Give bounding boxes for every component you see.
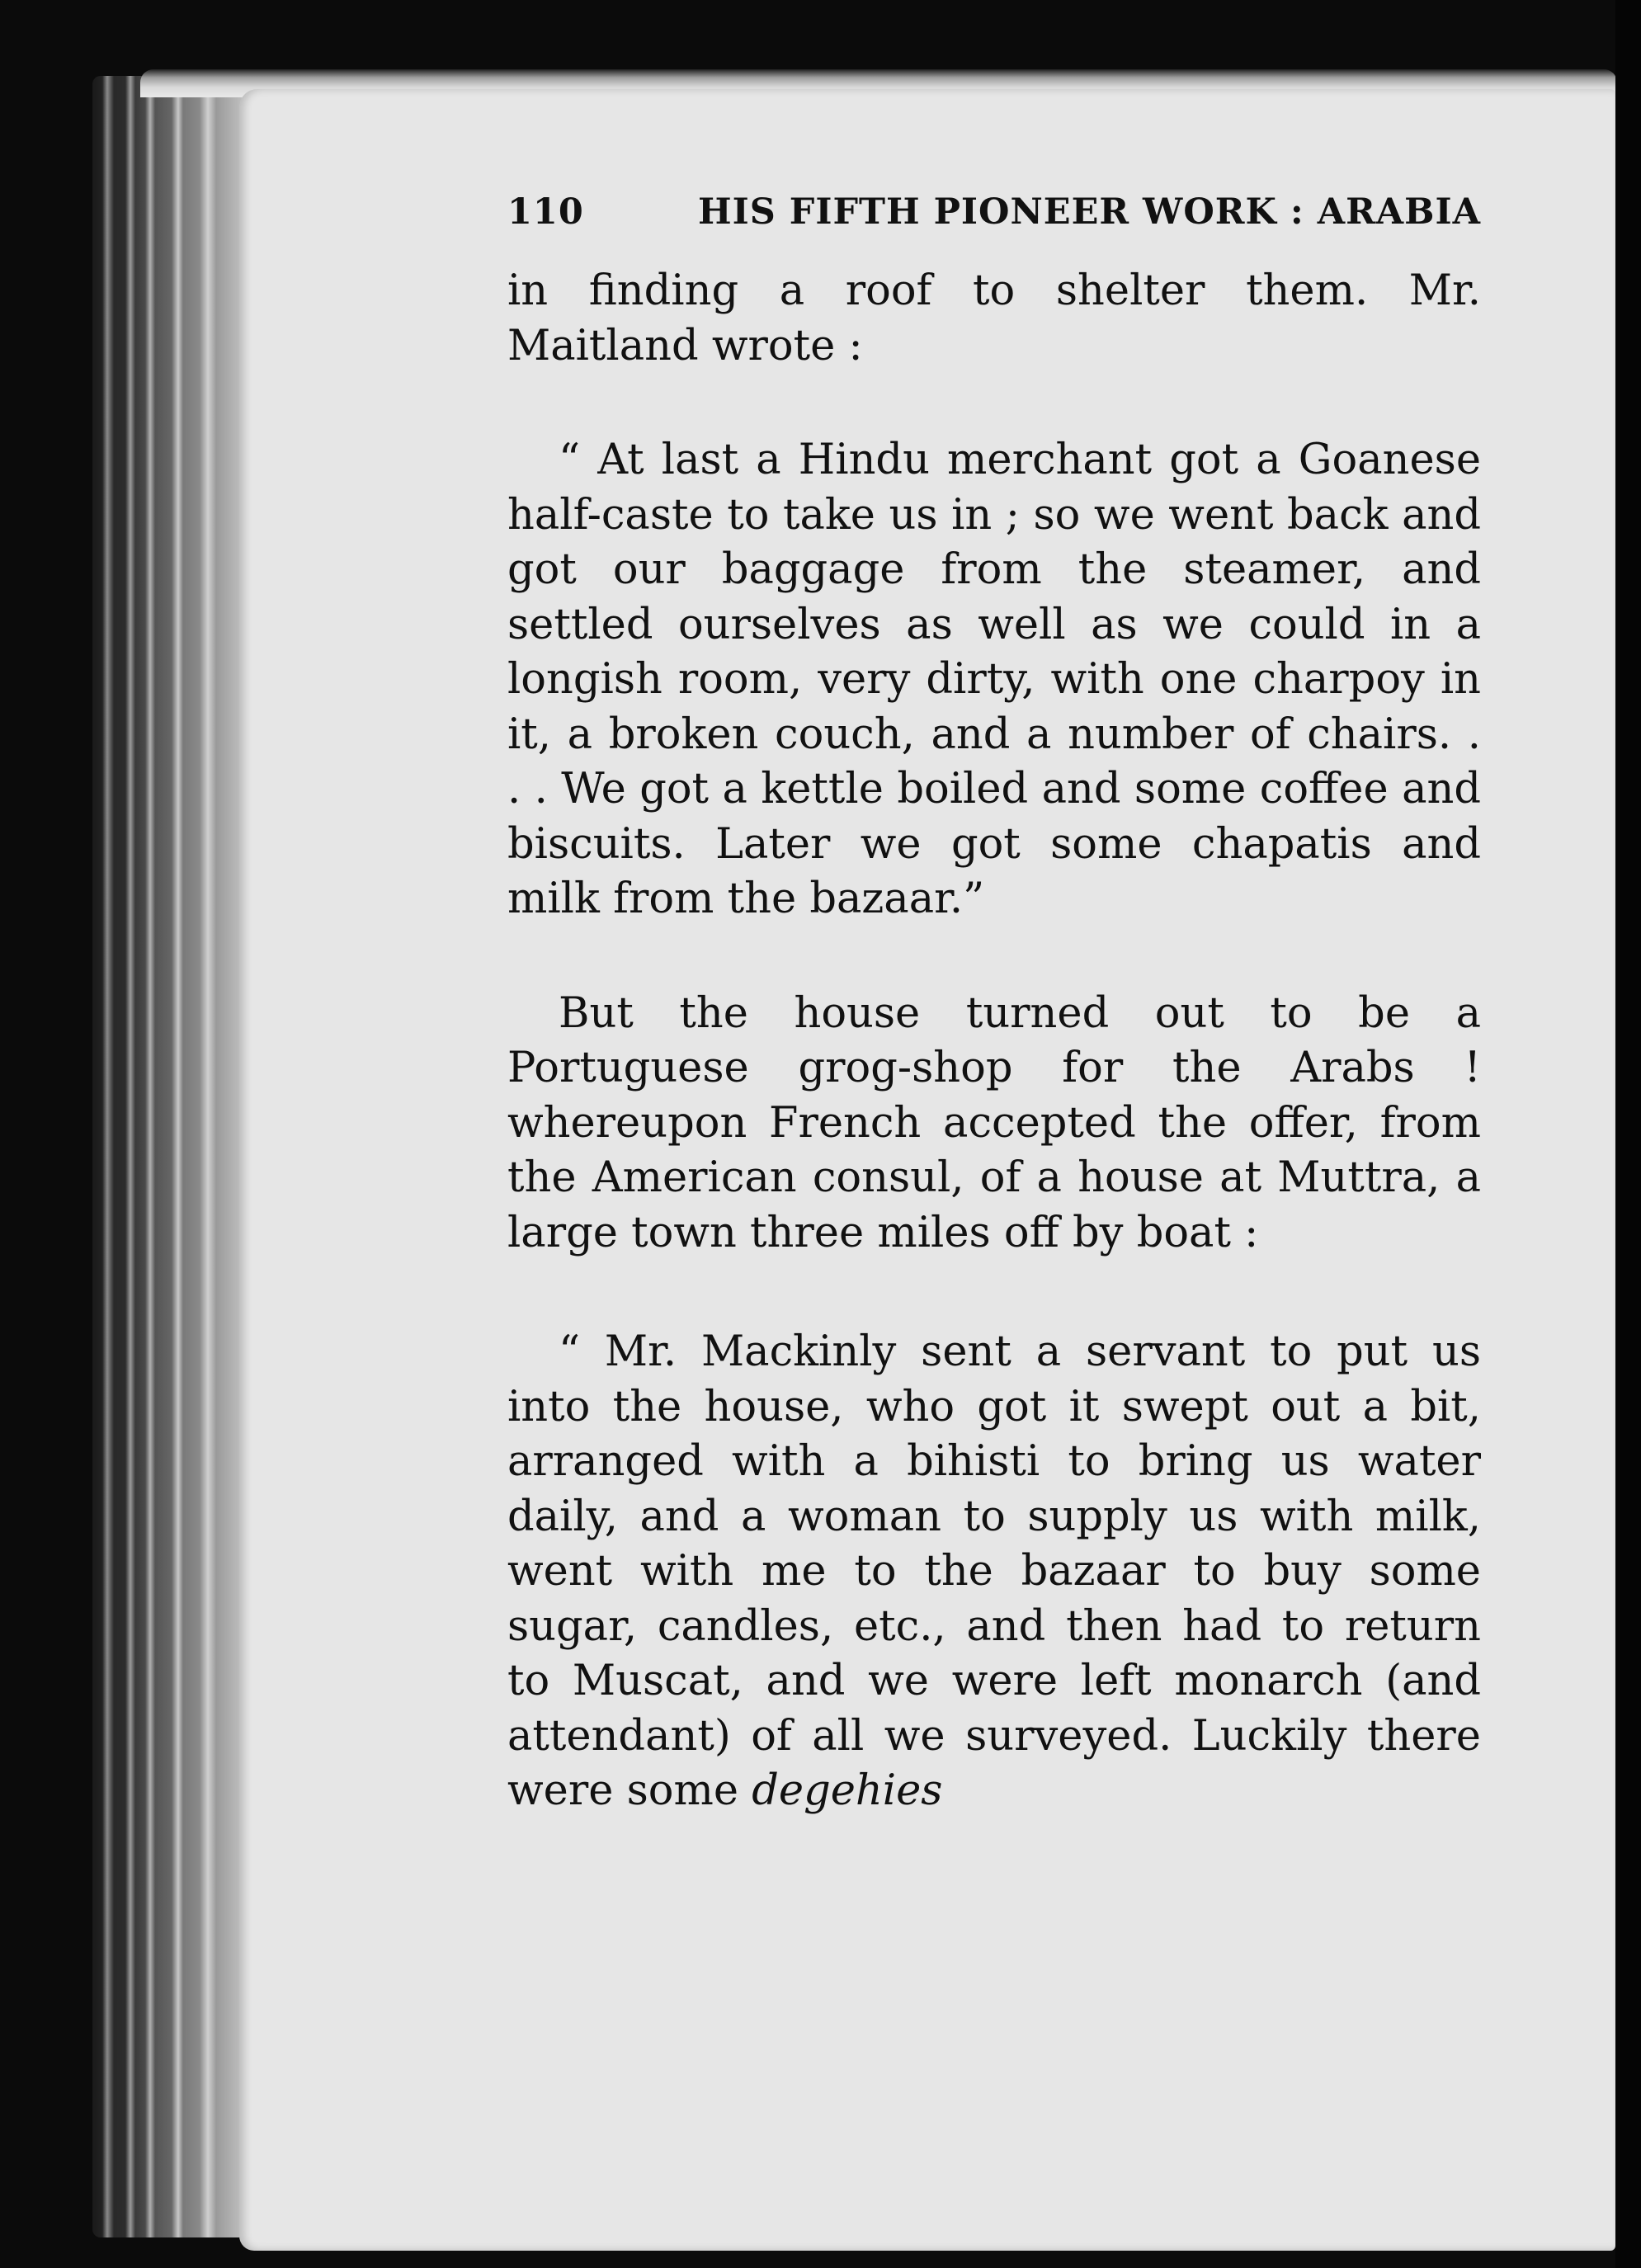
quote-paragraph-2 [507,1325,1481,1819]
italic-word: degehies [752,1766,943,1815]
page-number: 110 [507,191,584,233]
paragraph-3: But the house turned out to be a Portuguese grog-shop for the Arabs ! whereupon French accepted the offer, from the American consul, of a house at Muttra, a large town three miles off by boat : [507,988,1481,1257]
running-title: HIS FIFTH PIONEER WORK : ARABIA [698,191,1481,233]
scan-border [1615,0,1641,2268]
running-header [507,191,1481,233]
paragraph-1: in finding a roof to shelter them. Mr. Maitland wrote : [507,266,1481,370]
quote-paragraph-1: “ At last a Hindu merchant got a Goanese half-caste to take us in ; so we went back and got our baggage from the steamer, and settled ourselves as well as we could in a longish room, very dirty, with one charpoy in it, a broken couch, and a number of chairs. . . . We got a kettle boiled and some coffee and biscuits. Later we got some chapatis and milk from the bazaar.” [507,436,1481,923]
quote-paragraph-2-text: “ Mr. Mackinly sent a servant to put us into the house, who got it swept out a bit, arranged with a bihisti to bring us water daily, and a woman to supply us with milk, went with me to the bazaar to buy some sugar, candles, etc., and then had to return to Muscat, and we were left monarch (and attendant) of all we surveyed. Luckily there were some [507,1327,1481,1815]
page-text [507,191,1481,1819]
